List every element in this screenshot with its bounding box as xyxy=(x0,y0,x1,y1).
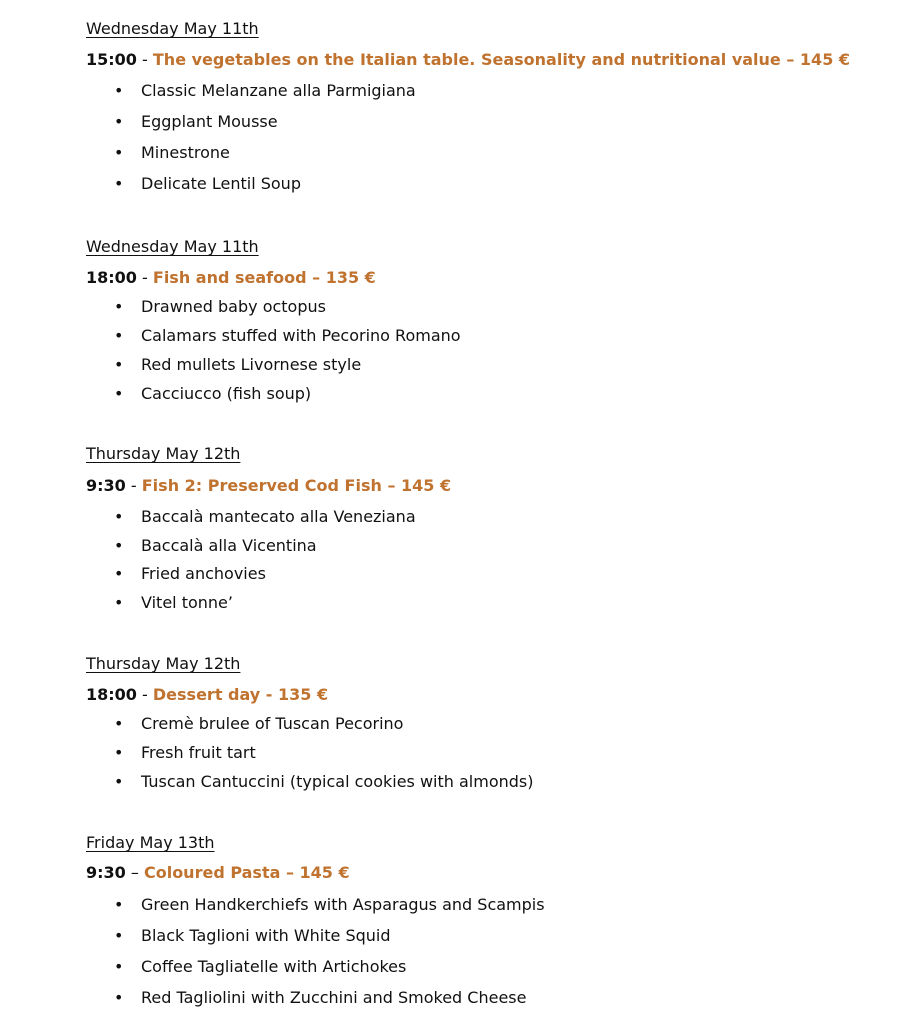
session-time: 18:00 xyxy=(86,685,137,704)
session-course-title: Fish and seafood – 135 € xyxy=(152,268,376,287)
bullet-icon: • xyxy=(114,112,124,131)
session-separator: - xyxy=(136,685,153,704)
list-item-label: Classic Melanzane alla Parmigiana xyxy=(141,81,416,100)
session-date: Thursday May 12th xyxy=(86,654,241,673)
session-separator: - xyxy=(125,476,142,495)
bullet-icon: • xyxy=(114,564,124,583)
bullet-icon: • xyxy=(114,895,124,914)
list-item-label: Red Tagliolini with Zucchini and Smoked Cheese xyxy=(141,988,527,1007)
list-item-label: Drawned baby octopus xyxy=(141,297,326,316)
list-item-label: Delicate Lentil Soup xyxy=(141,174,301,193)
session-headline xyxy=(86,685,328,705)
session-date: Thursday May 12th xyxy=(86,444,241,463)
list-item-label: Baccalà mantecato alla Veneziana xyxy=(141,507,416,526)
bullet-icon: • xyxy=(114,355,124,374)
list-item-label: Fried anchovies xyxy=(141,564,266,583)
bullet-icon: • xyxy=(114,772,124,791)
session-time: 15:00 xyxy=(86,50,137,69)
list-item-label: Vitel tonne’ xyxy=(141,593,233,612)
session-course-title: Dessert day - 135 € xyxy=(152,685,329,704)
session-course-title: Fish 2: Preserved Cod Fish – 145 € xyxy=(141,476,452,495)
session-headline xyxy=(86,268,376,288)
bullet-icon: • xyxy=(114,81,124,100)
session-headline xyxy=(86,476,451,496)
session-date: Wednesday May 11th xyxy=(86,19,259,38)
bullet-icon: • xyxy=(114,507,124,526)
bullet-icon: • xyxy=(114,384,124,403)
bullet-icon: • xyxy=(114,988,124,1007)
list-item-label: Tuscan Cantuccini (typical cookies with almonds) xyxy=(141,772,534,791)
bullet-icon: • xyxy=(114,743,124,762)
list-item-label: Minestrone xyxy=(141,143,230,162)
session-course-title: The vegetables on the Italian table. Seasonality and nutritional value – 145 € xyxy=(152,50,851,69)
bullet-icon: • xyxy=(114,143,124,162)
list-item-label: Black Taglioni with White Squid xyxy=(141,926,391,945)
session-course-title: Coloured Pasta – 145 € xyxy=(143,863,350,882)
bullet-icon: • xyxy=(114,536,124,555)
session-date: Friday May 13th xyxy=(86,833,215,852)
list-item-label: Baccalà alla Vicentina xyxy=(141,536,317,555)
list-item-label: Calamars stuffed with Pecorino Romano xyxy=(141,326,461,345)
bullet-icon: • xyxy=(114,593,124,612)
bullet-icon: • xyxy=(114,714,124,733)
session-separator: - xyxy=(136,268,153,287)
list-item-label: Eggplant Mousse xyxy=(141,112,278,131)
list-item-label: Cacciucco (fish soup) xyxy=(141,384,312,403)
session-time: 9:30 xyxy=(86,476,126,495)
list-item-label: Red mullets Livornese style xyxy=(141,355,362,374)
session-separator: - xyxy=(136,50,153,69)
list-item-label: Cremè brulee of Tuscan Pecorino xyxy=(141,714,404,733)
bullet-icon: • xyxy=(114,174,124,193)
session-time: 9:30 xyxy=(86,863,126,882)
list-item-label: Fresh fruit tart xyxy=(141,743,256,762)
session-time: 18:00 xyxy=(86,268,137,287)
bullet-icon: • xyxy=(114,326,124,345)
list-item-label: Green Handkerchiefs with Asparagus and Scampis xyxy=(141,895,545,914)
session-headline xyxy=(86,863,350,883)
session-separator: – xyxy=(125,863,144,882)
session-date: Wednesday May 11th xyxy=(86,237,259,256)
bullet-icon: • xyxy=(114,957,124,976)
bullet-icon: • xyxy=(114,926,124,945)
bullet-icon: • xyxy=(114,297,124,316)
list-item-label: Coffee Tagliatelle with Artichokes xyxy=(141,957,407,976)
session-headline xyxy=(86,50,850,70)
